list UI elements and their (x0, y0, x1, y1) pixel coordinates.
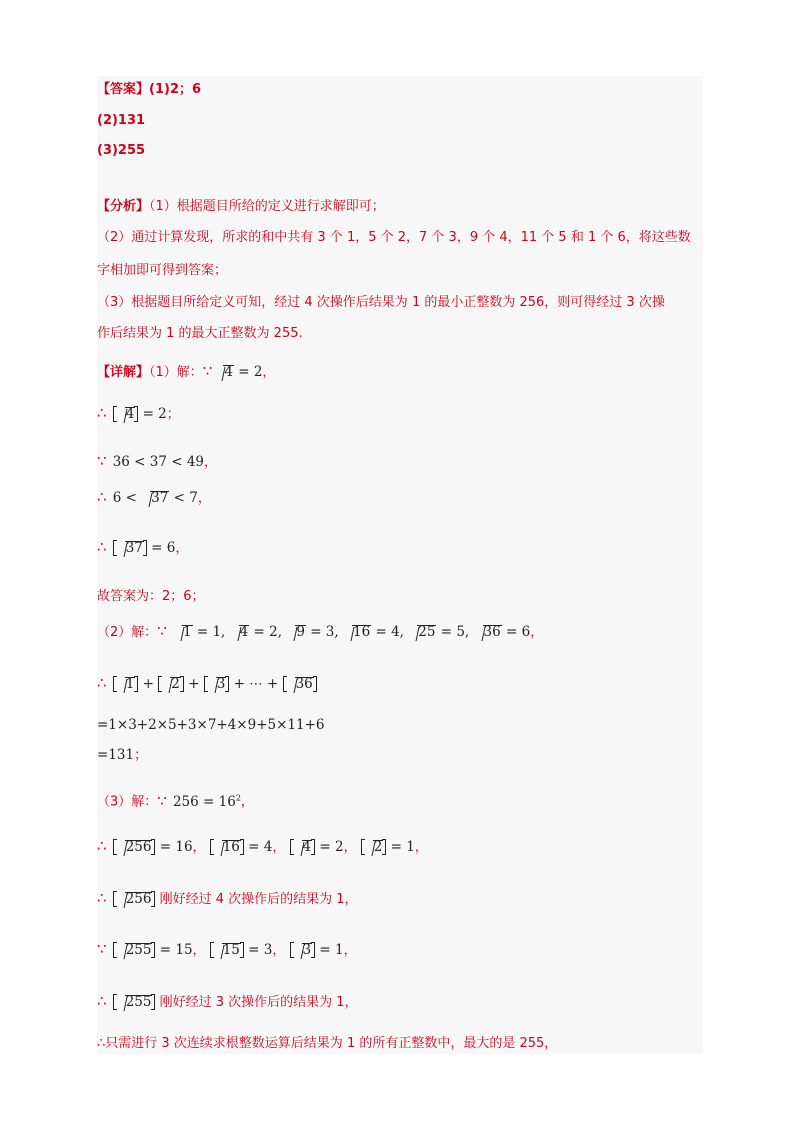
math-line-floor-sqrt37: ∴ 37 = 6， (97, 538, 189, 556)
math-line-floor-chain-256: ∴ 256 = 16， 16 = 4， 4 = 2， 2 = 1， (97, 837, 428, 855)
detail-label: 【详解】 (97, 365, 150, 380)
therefore-symbol: ∴ (97, 488, 107, 506)
therefore-symbol: ∴ (97, 404, 107, 422)
because-symbol: ∵ (202, 362, 213, 380)
analysis-p3b: 作后结果为 1 的最大正整数为 255. (97, 326, 303, 341)
math-line-floor-sqrt4: ∴ 4 = 2； (97, 404, 180, 422)
detail-final: ∴只需进行 3 次连续求根整数运算后结果为 1 的所有正整数中，最大的是 255， (97, 1036, 558, 1051)
therefore-symbol: ∴ (97, 538, 107, 556)
answer-label: 【答案】 (97, 82, 150, 97)
detail-part1-conclusion: 故答案为：2；6； (97, 589, 205, 604)
detail-part2-intro: （2）解： (97, 625, 158, 640)
math-line-6-sqrt37-7: ∴ 6 < 37 < 7， (97, 488, 211, 506)
detail-part3-line: （3）解：∵ $256 = 16^2$， (97, 791, 254, 810)
text-256-result: 刚好经过 4 次操作后的结果为 1， (159, 892, 358, 907)
math-sum-line-1: =1×3+2×5+3×7+4×9+5×11+6 (97, 717, 325, 733)
math-line-floor-sum: ∴ 1 + 2 + 3 + ⋯ + 36 (97, 675, 317, 693)
therefore-symbol: ∴ (97, 889, 107, 907)
answer-line-1 (97, 82, 201, 98)
math-sum-line-2: =131 (97, 747, 135, 763)
analysis-p2a: （2）通过计算发现，所求的和中共有 3 个 1，5 个 2，7 个 3，9 个 4，11 个 5 和 1 个 6，将这些数 (97, 230, 691, 245)
analysis-p3a: （3）根据题目所给定义可知，经过 4 次操作后结果为 1 的最小正整数为 256，则可得经过 3 次操 (97, 295, 665, 310)
because-symbol: ∵ (97, 452, 107, 470)
detail-part2-line: （2）解：∵ 1 = 1, 4 = 2, 9 = 3, 16 = 4, 25 = 5, 36 = 6， (97, 622, 544, 640)
analysis-p2b: 字相加即可得到答案； (97, 263, 228, 278)
math-sqrt4-eq-2: 4 = 2 (214, 364, 262, 380)
math-line-floor-chain-255: ∵ 255 = 15， 15 = 3， 3 = 1， (97, 940, 357, 958)
math-line-256-result: ∴ 256 刚好经过 4 次操作后的结果为 1， (97, 889, 358, 907)
because-symbol: ∵ (97, 940, 107, 958)
analysis-line-1 (97, 199, 385, 215)
detail-part1-line: 【详解】（1）解：∵ 4 = 2， (97, 362, 276, 380)
therefore-symbol: ∴ (97, 837, 107, 855)
math-sqrt-list: 1 = 1, 4 = 2, 9 = 3, 16 = 4, 25 = 5, 36 = 6 (173, 624, 530, 640)
because-symbol: ∵ (157, 791, 167, 810)
math-line-36-37-49: ∵ 36 < 37 < 49， (97, 452, 218, 470)
detail-part1-intro: （1）解： (149, 365, 203, 380)
math-sum-line-2-wrap: =131； (97, 747, 148, 763)
answer-item-3: (3)255 (97, 143, 146, 158)
answer-item-2: (2)131 (97, 113, 146, 128)
answer-item-1: (1)2；6 (149, 82, 202, 97)
analysis-label: 【分析】 (97, 199, 150, 214)
detail-part3-intro: （3）解： (97, 794, 158, 810)
math-line-255-result: ∴ 255 刚好经过 3 次操作后的结果为 1， (97, 992, 358, 1010)
text-255-result: 刚好经过 3 次操作后的结果为 1， (159, 995, 358, 1010)
because-symbol: ∵ (157, 622, 167, 640)
therefore-symbol: ∴ (97, 992, 107, 1010)
therefore-symbol: ∴ (97, 674, 107, 692)
analysis-p1: （1）根据题目所给的定义进行求解即可； (149, 199, 385, 214)
